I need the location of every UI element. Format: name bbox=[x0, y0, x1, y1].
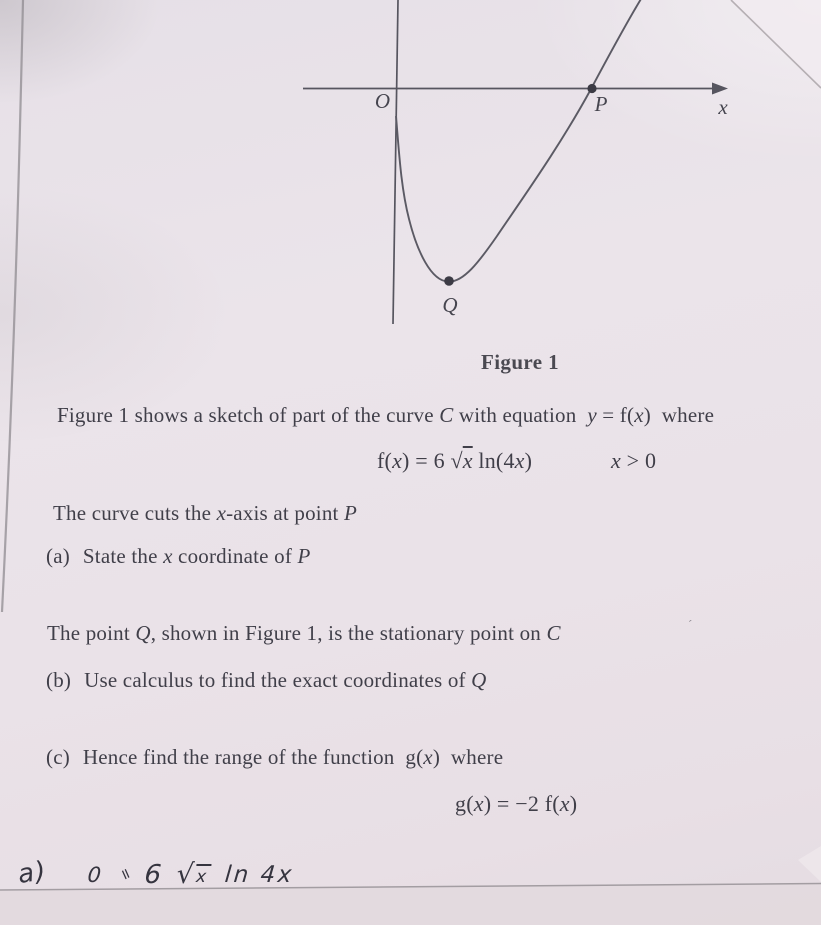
text-segment: x bbox=[423, 745, 433, 769]
text-segment: x bbox=[392, 448, 403, 473]
text-segment: ln(4 bbox=[472, 448, 515, 473]
text-segment: Figure 1 shows a sketch of part of the curve bbox=[57, 403, 440, 427]
figure-1-sketch bbox=[0, 0, 821, 345]
text-segment: Q bbox=[471, 668, 487, 692]
handwritten-coefficient: 6 bbox=[143, 860, 164, 890]
figure-caption: Figure 1 bbox=[480, 350, 560, 374]
point-q-line bbox=[47, 621, 561, 646]
text-segment: P bbox=[297, 544, 311, 568]
part-b-text bbox=[84, 668, 486, 693]
text-segment: Hence find the range of the function g( bbox=[82, 745, 424, 769]
text-segment: g( bbox=[455, 791, 474, 816]
text-segment: f( bbox=[377, 448, 393, 473]
text-segment: √ bbox=[450, 448, 463, 473]
part-a-row bbox=[46, 544, 311, 569]
bottom-strip bbox=[0, 884, 821, 925]
origin-label: O bbox=[374, 89, 390, 113]
text-segment: The curve cuts the bbox=[53, 501, 217, 525]
text-segment: x bbox=[634, 403, 644, 427]
radical-sign: √ bbox=[175, 859, 197, 890]
y-axis bbox=[393, 0, 398, 324]
equation-domain bbox=[611, 448, 656, 474]
text-segment: x bbox=[163, 544, 173, 568]
x-axis-arrowhead bbox=[712, 83, 728, 95]
part-c-text bbox=[83, 745, 503, 770]
text-segment: Use calculus to find the exact coordinates of bbox=[84, 668, 472, 692]
text-segment: y bbox=[587, 403, 597, 427]
part-c-row bbox=[46, 745, 503, 770]
handwritten-ln-term: ln 4x bbox=[223, 862, 296, 888]
x-axis-label: x bbox=[718, 95, 728, 119]
handwritten-lhs: 0 bbox=[86, 863, 104, 887]
text-segment: x bbox=[559, 791, 570, 816]
text-segment: C bbox=[546, 621, 561, 645]
text-segment: x bbox=[611, 448, 621, 473]
stray-mark: ˊ bbox=[688, 617, 693, 632]
handwritten-part-label: a) bbox=[15, 855, 50, 891]
part-c-label: (c) bbox=[46, 745, 70, 769]
text-segment: x bbox=[473, 791, 484, 816]
text-segment: State the bbox=[82, 544, 164, 568]
text-segment: , shown in Figure 1, is the stationary point on bbox=[150, 621, 547, 645]
handwritten-equals: = bbox=[115, 864, 138, 886]
text-segment: Q bbox=[135, 621, 151, 645]
equation-gx bbox=[455, 791, 577, 817]
radical-argument: x bbox=[194, 864, 212, 887]
text-segment: x bbox=[462, 448, 473, 473]
text-segment: ) bbox=[524, 448, 533, 473]
text-segment: The point bbox=[47, 621, 136, 645]
cuts-line bbox=[53, 501, 357, 526]
part-b-label: (b) bbox=[46, 668, 72, 692]
text-segment: ) where bbox=[643, 403, 715, 427]
text-segment: x bbox=[514, 448, 525, 473]
point-q-label: Q bbox=[442, 293, 458, 317]
text-segment: ) where bbox=[432, 745, 504, 769]
text-segment: ) bbox=[569, 791, 578, 816]
handwritten-sqrt bbox=[175, 861, 212, 888]
text-segment: x bbox=[216, 501, 227, 525]
text-segment: = f( bbox=[596, 403, 635, 427]
bottom-right-light bbox=[798, 846, 821, 882]
text-segment: C bbox=[439, 403, 454, 427]
part-a-text bbox=[83, 544, 311, 569]
intro-line bbox=[57, 403, 714, 428]
point-p-label: P bbox=[594, 92, 608, 116]
text-segment: P bbox=[344, 501, 358, 525]
text-segment: -axis at point bbox=[226, 501, 345, 525]
text-segment: with equation bbox=[453, 403, 588, 427]
text-segment: > 0 bbox=[620, 448, 657, 473]
handwritten-equation bbox=[86, 852, 295, 888]
part-b-row bbox=[46, 668, 487, 693]
text-segment: coordinate of bbox=[172, 544, 298, 568]
text-segment: ) = −2 f( bbox=[483, 791, 560, 816]
equation-fx bbox=[377, 448, 532, 474]
part-a-label: (a) bbox=[46, 544, 70, 568]
text-segment: ) = 6 bbox=[402, 448, 451, 473]
curve-c bbox=[396, 0, 644, 282]
point-q-dot bbox=[444, 276, 454, 286]
